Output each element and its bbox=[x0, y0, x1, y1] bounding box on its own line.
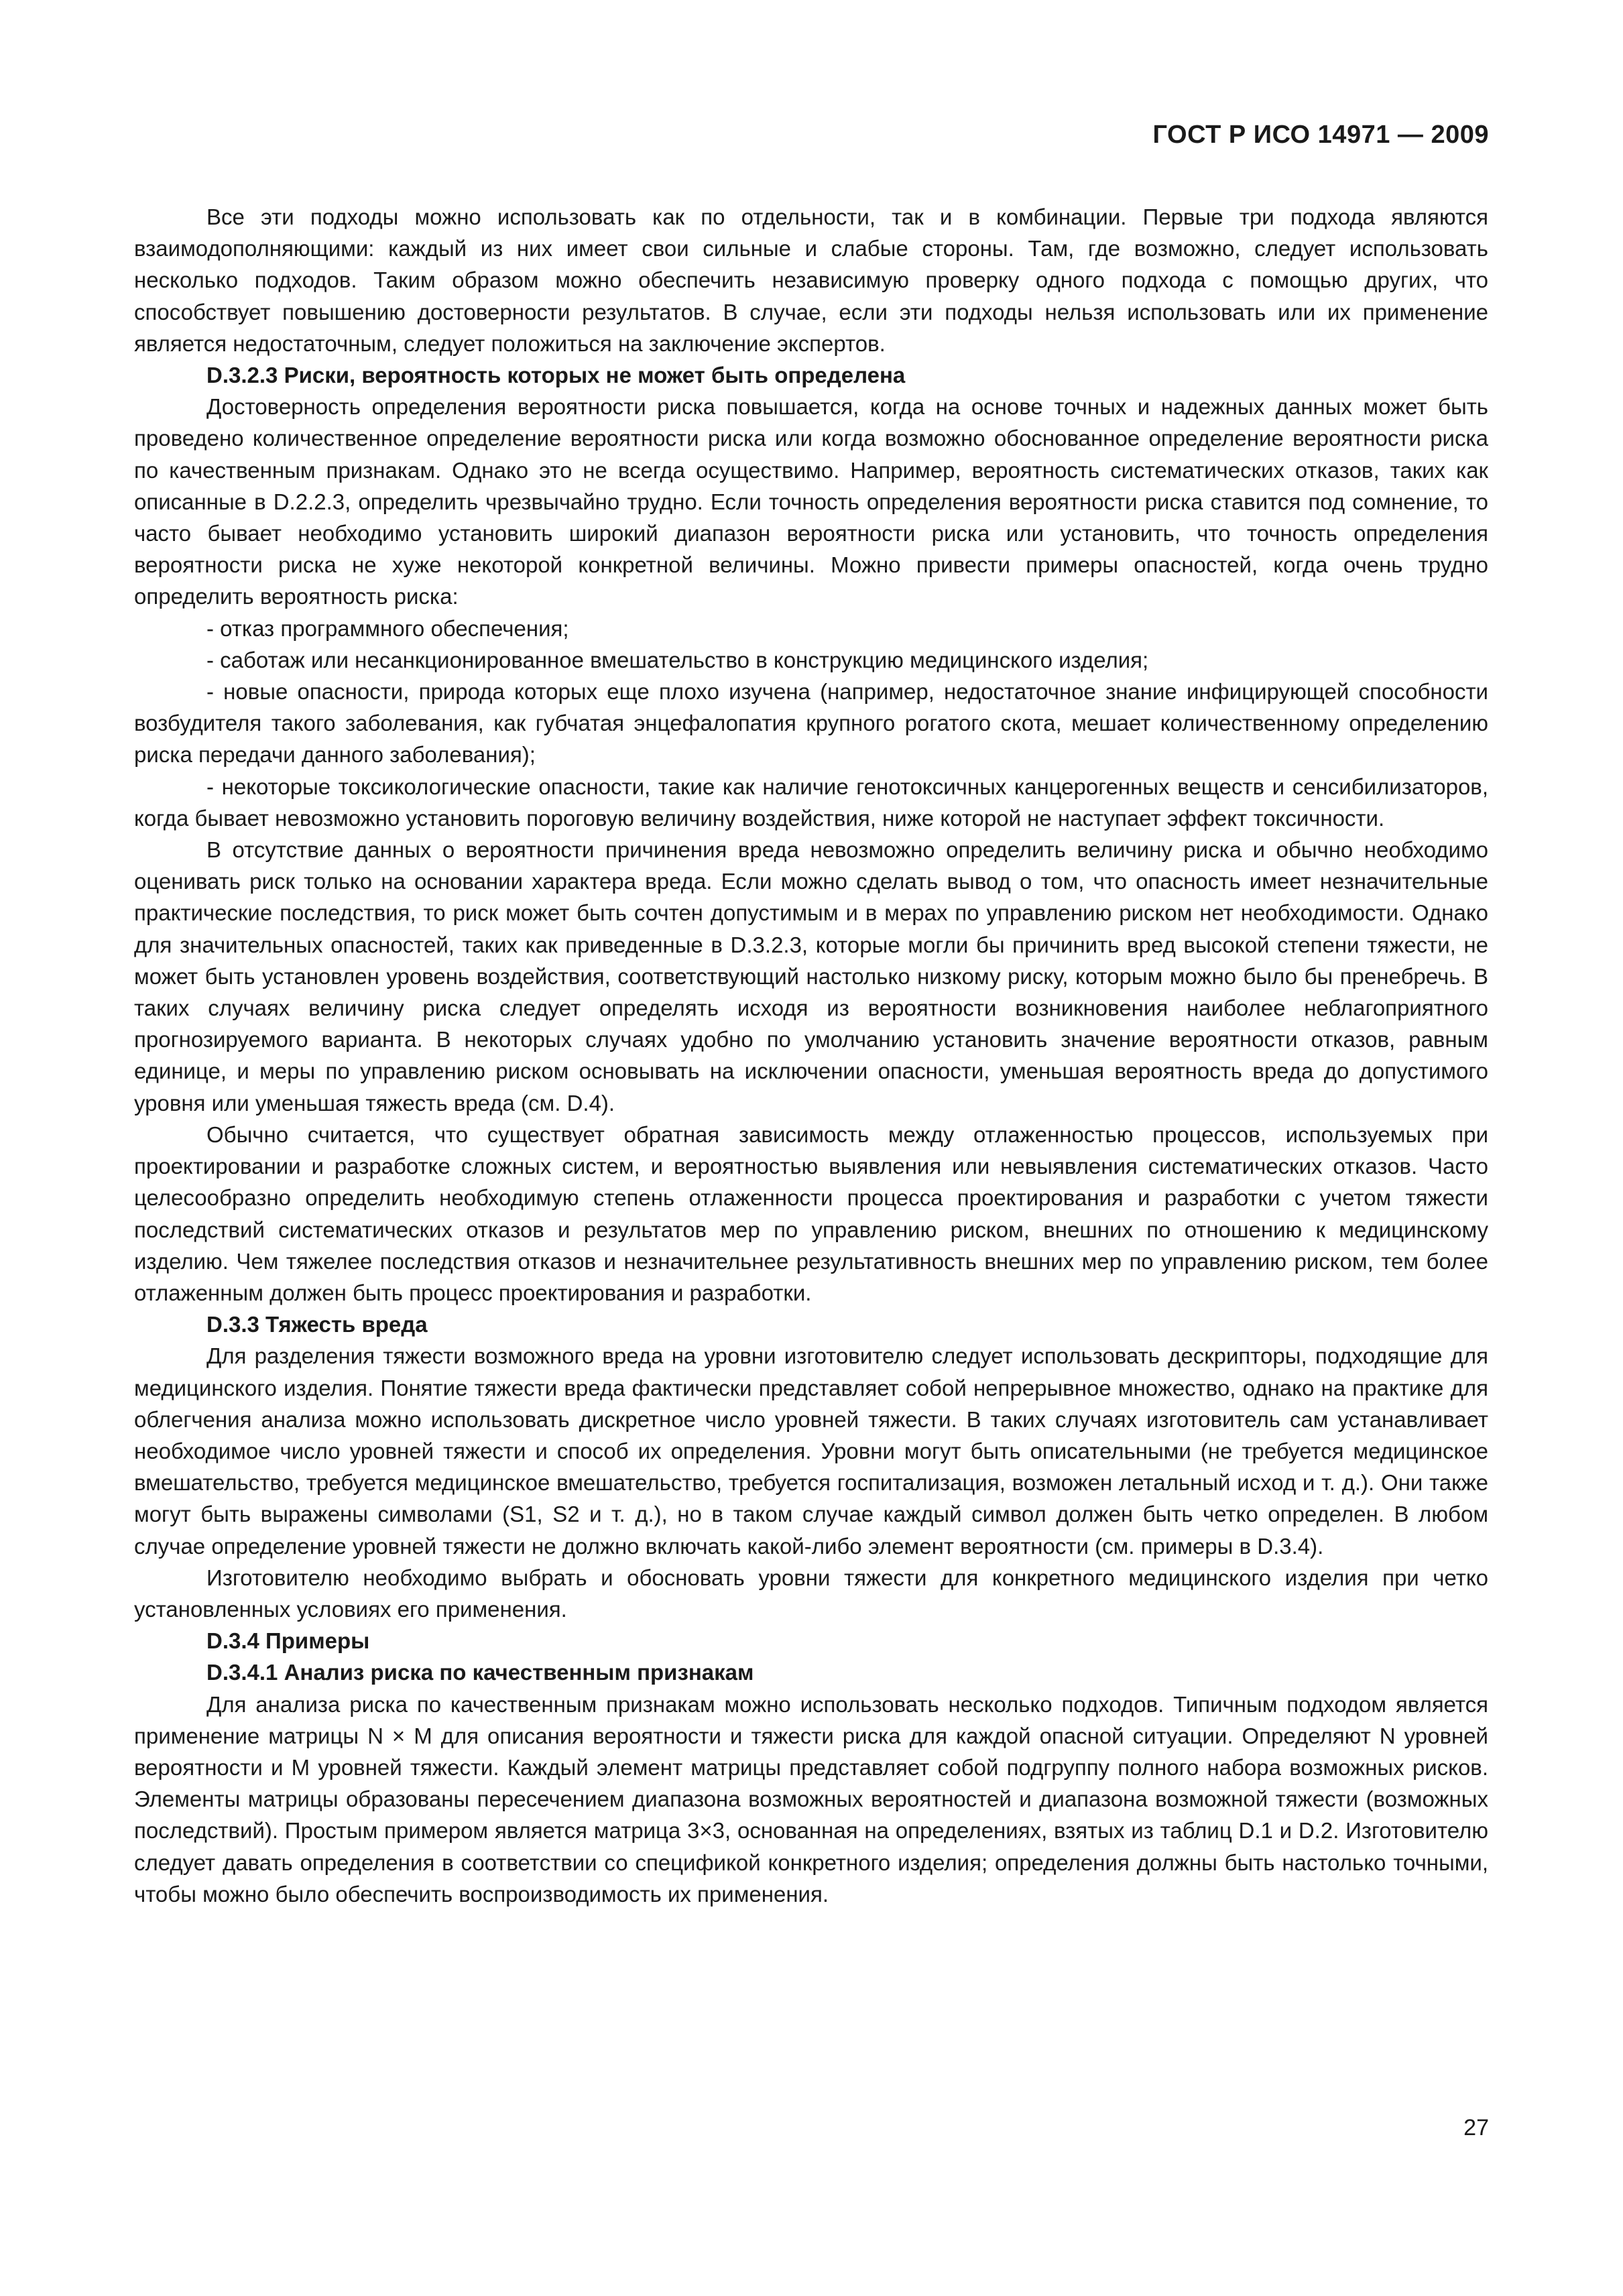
paragraph: Все эти подходы можно использовать как по отдельности, так и в комбинации. Первые три подхода являются взаимодополняющими: каждый из них имеет свои сильные и слабые стороны. Там, где возможно, следует использовать несколько подходов. Таким образом можно обеспечить независимую проверку одного подхода с помощью других, что способствует повышению достоверности результатов. В случае, если эти подходы нельзя использовать или их применение является недостаточным, следует положиться на заключение экспертов. bbox=[134, 204, 1488, 356]
document-body bbox=[134, 201, 1488, 1910]
list-item: - новые опасности, природа которых еще плохо изучена (например, недостаточное знание инфицирующей способности возбудителя такого заболевания, как губчатая энцефалопатия крупного рогатого скота, мешает количественному определению риска передачи данного заболевания); bbox=[134, 679, 1488, 768]
paragraph: В отсутствие данных о вероятности причинения вреда невозможно определить величину риска и обычно необходимо оценивать риск только на основании характера вреда. Если можно сделать вывод о том, что опасность имеет незначительные практические последствия, то риск может быть сочтен допустимым и в мерах по управлению риском нет необходимости. Однако для значительных опасностей, таких как приведенные в D.3.2.3, которые могли бы причинить вред высокой степени тяжести, не может быть установлен уровень воздействия, соответствующий настолько низкому риску, которым можно было бы пренебречь. В таких случаях величину риска следует определять исходя из вероятности возникновения наиболее неблагоприятного прогнозируемого варианта. В некоторых случаях удобно по умолчанию установить значение вероятности отказов, равным единице, и меры по управлению риском основывать на исключении опасности, уменьшая вероятность вреда до допустимого уровня или уменьшая тяжесть вреда (см. D.4). bbox=[134, 837, 1488, 1115]
paragraph: Обычно считается, что существует обратная зависимость между отлаженностью процессов, используемых при проектировании и разработке сложных систем, и вероятностью выявления или невыявления систематических отказов. Часто целесообразно определить необходимую степень отлаженности процесса проектирования и разработки с учетом тяжести последствий систематических отказов и результатов мер по управлению риском, внешних по отношению к медицинскому изделию. Чем тяжелее последствия отказов и незначительнее результативность внешних мер по управлению риском, тем более отлаженным должен быть процесс проектирования и разработки. bbox=[134, 1122, 1488, 1305]
section-heading: D.3.2.3 Риски, вероятность которых не может быть определена bbox=[206, 363, 906, 388]
standard-header: ГОСТ Р ИСО 14971 — 2009 bbox=[1152, 121, 1489, 149]
paragraph: Изготовителю необходимо выбрать и обосновать уровни тяжести для конкретного медицинского изделия при четко установленных условиях его применения. bbox=[134, 1565, 1488, 1622]
paragraph: Для разделения тяжести возможного вреда на уровни изготовителю следует использовать дескрипторы, подходящие для медицинского изделия. Понятие тяжести вреда фактически представляет собой непрерывное множество, однако на практике для облегчения анализа можно использовать дискретное число уровней тяжести. В таких случаях изготовитель сам устанавливает необходимое число уровней тяжести и способ их определения. Уровни могут быть описательными (не требуется медицинское вмешательство, требуется медицинское вмешательство, требуется госпитализация, возможен летальный исход и т. д.). Они также могут быть выражены символами (S1, S2 и т. д.), но в таком случае каждый символ должен быть четко определен. В любом случае определение уровней тяжести не должно включать какой-либо элемент вероятности (см. примеры в D.3.4). bbox=[134, 1343, 1488, 1559]
section-heading: D.3.4 Примеры bbox=[206, 1628, 370, 1654]
section-heading: D.3.3 Тяжесть вреда bbox=[206, 1312, 428, 1337]
list-item: - некоторые токсикологические опасности, такие как наличие генотоксичных канцерогенных веществ и сенсибилизаторов, когда бывает невозможно установить пороговую величину воздействия, ниже которой не наступает эффект токсичности. bbox=[134, 774, 1488, 831]
section-heading: D.3.4.1 Анализ риска по качественным признакам bbox=[206, 1660, 754, 1685]
page-number: 27 bbox=[1463, 2115, 1489, 2140]
paragraph: Достоверность определения вероятности риска повышается, когда на основе точных и надежных данных может быть проведено количественное определение вероятности риска или когда возможно обоснованное определение вероятности риска по качественным признакам. Однако это не всегда осуществимо. Например, вероятность систематических отказов, таких как описанные в D.2.2.3, определить чрезвычайно трудно. Если точность определения вероятности риска ставится под сомнение, то часто бывает необходимо установить широкий диапазон вероятности риска или установить, что точность определения вероятности риска не хуже некоторой конкретной величины. Можно привести примеры опасностей, когда очень трудно определить вероятность риска: bbox=[134, 394, 1488, 609]
list-item: - отказ программного обеспечения; bbox=[206, 615, 569, 641]
paragraph: Для анализа риска по качественным признакам можно использовать несколько подходов. Типичным подходом является применение матрицы N × M для описания вероятности и тяжести риска для каждой опасной ситуации. Определяют N уровней вероятности и M уровней тяжести. Каждый элемент матрицы представляет собой подгруппу полного набора возможных рисков. Элементы матрицы образованы пересечением диапазона возможных вероятностей и диапазона возможной тяжести (возможных последствий). Простым примером является матрица 3×3, основанная на определениях, взятых из таблиц D.1 и D.2. Изготовителю следует давать определения в соответствии со спецификой конкретного изделия; определения должны быть настолько точными, чтобы можно было обеспечить воспроизводимость их применения. bbox=[134, 1691, 1488, 1907]
list-item: - саботаж или несанкционированное вмешательство в конструкцию медицинского изделия; bbox=[206, 647, 1149, 672]
